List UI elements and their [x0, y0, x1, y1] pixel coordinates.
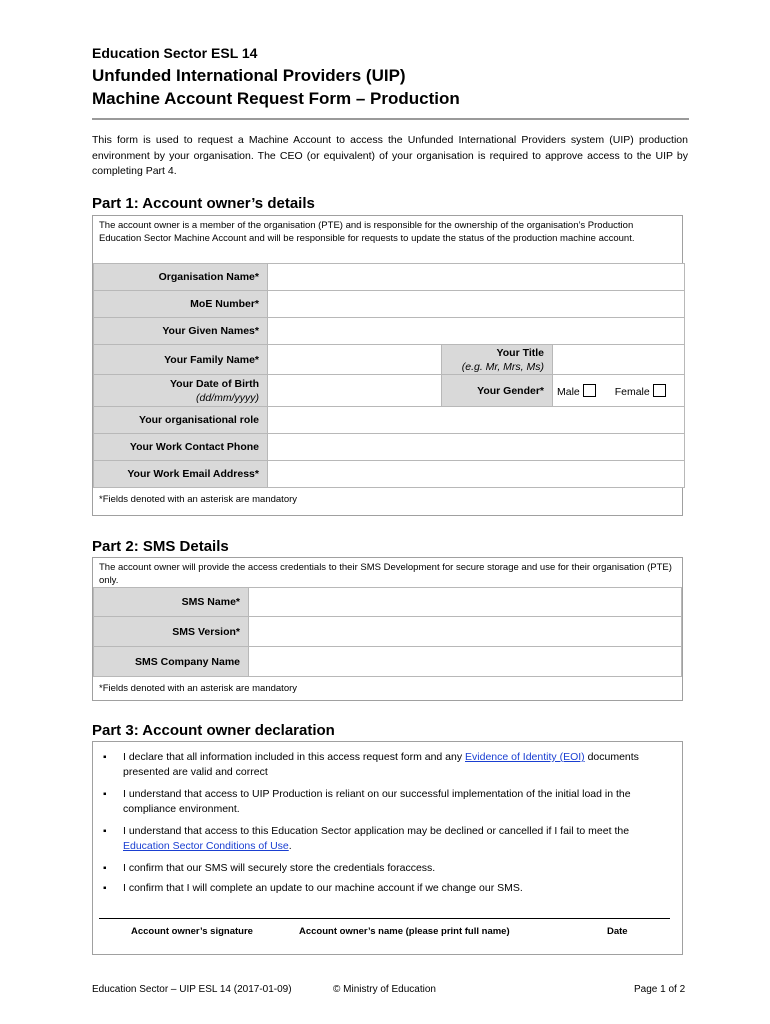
- bullet-icon: ▪: [103, 752, 107, 763]
- signature-label: Account owner’s signature: [131, 926, 253, 937]
- moe-number-field[interactable]: [268, 291, 685, 318]
- footer-page-number: Page 1 of 2: [634, 984, 686, 995]
- family-name-label: Your Family Name*: [94, 345, 268, 375]
- title-label-cell: [442, 345, 553, 375]
- document-title: [92, 64, 460, 110]
- intro-paragraph: This form is used to request a Machine Account to access the Unfunded International Providers system (UIP) production environment by your organisation. The CEO (or equivalent) of your organisation is required to approve access to the UIP by completing Part 4.: [92, 134, 688, 177]
- part2-box: [92, 557, 683, 701]
- org-name-field[interactable]: [268, 264, 685, 291]
- dob-label-cell: [94, 375, 268, 407]
- dob-field[interactable]: [268, 375, 442, 407]
- declaration-list: [93, 742, 682, 896]
- part2-note: The account owner will provide the access credentials to their SMS Development for secure storage and use for their organisation (PTE) only.: [99, 562, 672, 586]
- gender-female-label: Female: [614, 385, 650, 398]
- title-label: Your Title: [496, 346, 544, 359]
- eoi-link[interactable]: Evidence of Identity (EOI): [465, 751, 585, 763]
- print-name-label: Account owner’s name (please print full name): [299, 926, 510, 937]
- signature-line[interactable]: [99, 918, 670, 919]
- part1-mandatory-note: *Fields denoted with an asterisk are mandatory: [99, 494, 298, 505]
- work-email-label: Your Work Email Address*: [94, 461, 268, 488]
- declaration-item: ▪ I confirm that our SMS will securely store the credentials foraccess.: [103, 862, 436, 874]
- declaration-item: ▪ I declare that all information included in this access request form and any Evidence of Identity (EOI) documents presented are valid and correct: [103, 751, 639, 778]
- title-hint: (e.g. Mr, Mrs, Ms): [461, 360, 544, 373]
- gender-male-checkbox[interactable]: [583, 384, 596, 397]
- bullet-icon: ▪: [103, 826, 107, 837]
- moe-number-label: MoE Number*: [94, 291, 268, 318]
- declaration-item: ▪ I understand that access to UIP Production is reliant on our successful implementation of the initial load in the compliance environment.: [103, 788, 631, 815]
- org-name-label: Organisation Name*: [94, 264, 268, 291]
- given-names-field[interactable]: [268, 318, 685, 345]
- sms-version-field[interactable]: [249, 617, 682, 647]
- sms-table: [93, 587, 682, 677]
- footer-doc-ref: Education Sector – UIP ESL 14 (2017-01-09): [92, 984, 292, 995]
- title-line-2: Machine Account Request Form – Production: [92, 89, 460, 108]
- declaration-item: ▪ I understand that access to this Education Sector application may be declined or cancelled if I fail to meet the Education Sector Conditions of Use.: [103, 825, 630, 852]
- title-divider: [92, 118, 689, 120]
- org-role-label: Your organisational role: [94, 407, 268, 434]
- sms-company-field[interactable]: [249, 647, 682, 677]
- title-line-1: Unfunded International Providers (UIP): [92, 66, 406, 85]
- bullet-icon: ▪: [103, 789, 107, 800]
- account-owner-table: [93, 263, 685, 488]
- gender-label: Your Gender*: [442, 375, 553, 407]
- gender-female-checkbox[interactable]: [653, 384, 666, 397]
- given-names-label: Your Given Names*: [94, 318, 268, 345]
- conditions-of-use-link[interactable]: Education Sector Conditions of Use: [123, 840, 289, 852]
- org-role-field[interactable]: [268, 407, 685, 434]
- footer-copyright: © Ministry of Education: [333, 984, 436, 995]
- date-label: Date: [607, 926, 628, 937]
- dob-hint: (dd/mm/yyyy): [196, 391, 259, 404]
- part2-heading: Part 2: SMS Details: [92, 538, 229, 555]
- sms-name-field[interactable]: [249, 588, 682, 617]
- gender-options: [553, 375, 685, 407]
- bullet-icon: ▪: [103, 863, 107, 874]
- part3-box: [92, 741, 683, 955]
- sms-name-label: SMS Name*: [94, 588, 249, 617]
- gender-male-label: Male: [557, 385, 580, 398]
- dob-label: Your Date of Birth: [169, 377, 259, 390]
- sms-company-label: SMS Company Name: [94, 647, 249, 677]
- declaration-item: ▪ I confirm that I will complete an update to our machine account if we change our SMS.: [103, 882, 523, 894]
- family-name-field[interactable]: [268, 345, 442, 375]
- bullet-icon: ▪: [103, 883, 107, 894]
- part1-note: The account owner is a member of the organisation (PTE) and is responsible for the ownership of the organisation’s Production Education Sector Machine Account and will be responsible for requests to update the status of the production machine account.: [99, 220, 635, 244]
- part1-box: [92, 215, 683, 516]
- document-code: Education Sector ESL 14: [92, 45, 258, 61]
- sms-version-label: SMS Version*: [94, 617, 249, 647]
- part2-mandatory-note: *Fields denoted with an asterisk are mandatory: [99, 683, 298, 694]
- part3-heading: Part 3: Account owner declaration: [92, 722, 335, 739]
- work-email-field[interactable]: [268, 461, 685, 488]
- part1-heading: Part 1: Account owner’s details: [92, 195, 315, 212]
- work-phone-field[interactable]: [268, 434, 685, 461]
- work-phone-label: Your Work Contact Phone: [94, 434, 268, 461]
- title-field[interactable]: [553, 345, 685, 375]
